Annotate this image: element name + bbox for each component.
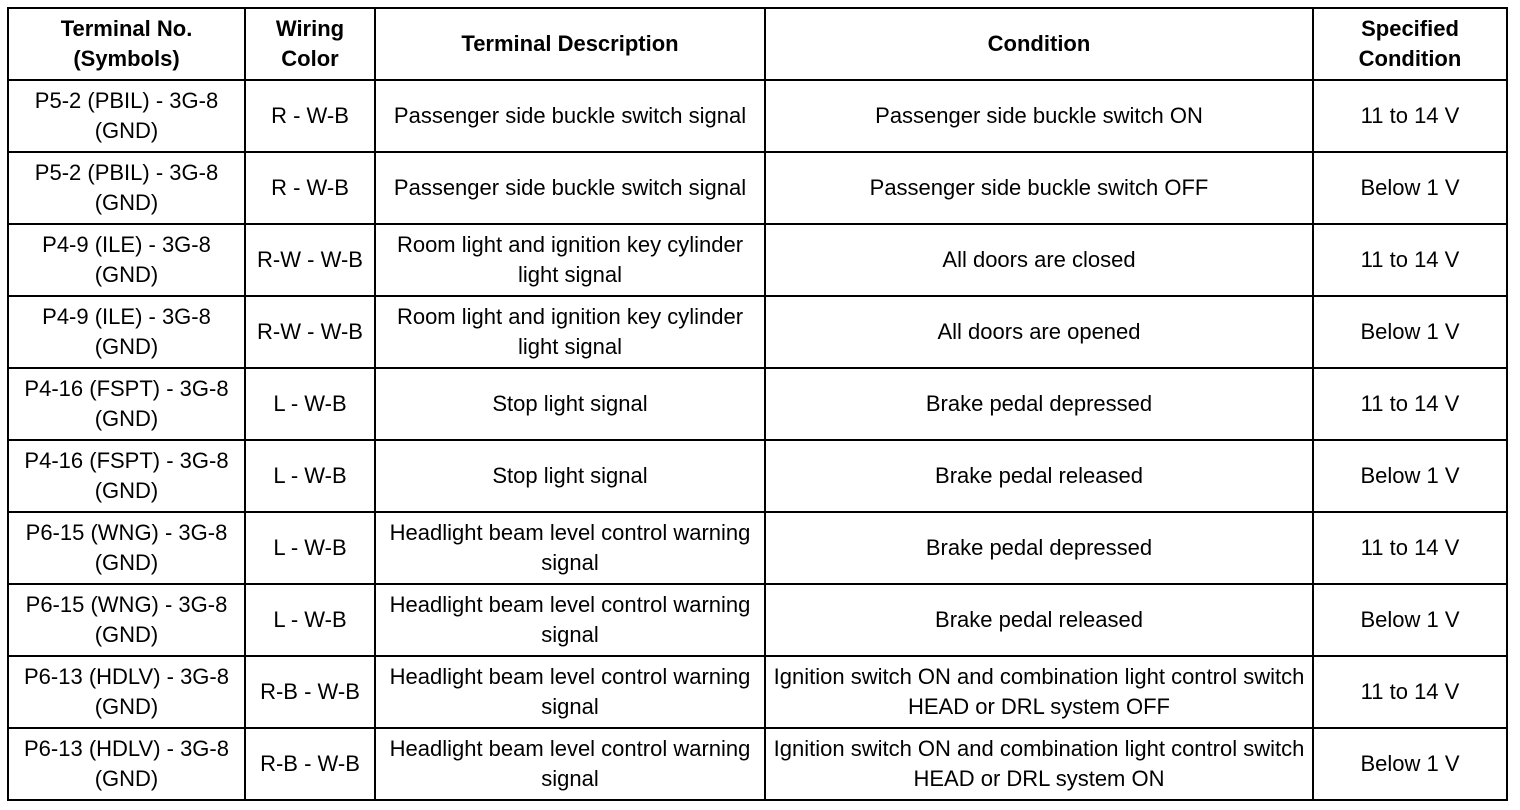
cell-condition: Passenger side buckle switch OFF — [765, 152, 1313, 224]
table-row — [8, 224, 1507, 296]
cell-terminal-description: Passenger side buckle switch signal — [375, 80, 765, 152]
cell-terminal: P4-9 (ILE) - 3G-8 (GND) — [8, 296, 245, 368]
header-specified-condition: Specified Condition — [1313, 8, 1507, 80]
cell-wiring-color: L - W-B — [245, 440, 375, 512]
cell-terminal-description: Stop light signal — [375, 368, 765, 440]
cell-wiring-color: R - W-B — [245, 152, 375, 224]
table-row — [8, 728, 1507, 800]
header-condition: Condition — [765, 8, 1313, 80]
cell-terminal: P5-2 (PBIL) - 3G-8 (GND) — [8, 80, 245, 152]
table-row — [8, 296, 1507, 368]
header-wiring-color: Wiring Color — [245, 8, 375, 80]
table-row — [8, 368, 1507, 440]
cell-specified-condition: Below 1 V — [1313, 728, 1507, 800]
cell-condition: Ignition switch ON and combination light control switch HEAD or DRL system ON — [765, 728, 1313, 800]
cell-specified-condition: Below 1 V — [1313, 584, 1507, 656]
cell-terminal-description: Stop light signal — [375, 440, 765, 512]
cell-terminal: P5-2 (PBIL) - 3G-8 (GND) — [8, 152, 245, 224]
cell-terminal: P6-13 (HDLV) - 3G-8 (GND) — [8, 728, 245, 800]
cell-terminal-description: Room light and ignition key cylinder light signal — [375, 224, 765, 296]
cell-terminal-description: Passenger side buckle switch signal — [375, 152, 765, 224]
cell-specified-condition: 11 to 14 V — [1313, 224, 1507, 296]
cell-terminal: P6-15 (WNG) - 3G-8 (GND) — [8, 584, 245, 656]
cell-condition: All doors are opened — [765, 296, 1313, 368]
table-row — [8, 80, 1507, 152]
cell-condition: Brake pedal depressed — [765, 512, 1313, 584]
header-row — [8, 8, 1507, 80]
table-row — [8, 656, 1507, 728]
cell-terminal: P4-9 (ILE) - 3G-8 (GND) — [8, 224, 245, 296]
cell-specified-condition: 11 to 14 V — [1313, 368, 1507, 440]
cell-wiring-color: L - W-B — [245, 368, 375, 440]
cell-wiring-color: L - W-B — [245, 584, 375, 656]
cell-terminal-description: Headlight beam level control warning signal — [375, 584, 765, 656]
cell-condition: Ignition switch ON and combination light control switch HEAD or DRL system OFF — [765, 656, 1313, 728]
table-row — [8, 440, 1507, 512]
cell-wiring-color: R-B - W-B — [245, 728, 375, 800]
cell-specified-condition: 11 to 14 V — [1313, 512, 1507, 584]
header-terminal-description: Terminal Description — [375, 8, 765, 80]
cell-specified-condition: Below 1 V — [1313, 440, 1507, 512]
cell-condition: Brake pedal depressed — [765, 368, 1313, 440]
cell-wiring-color: R - W-B — [245, 80, 375, 152]
cell-wiring-color: R-B - W-B — [245, 656, 375, 728]
cell-terminal: P4-16 (FSPT) - 3G-8 (GND) — [8, 368, 245, 440]
cell-terminal: P6-15 (WNG) - 3G-8 (GND) — [8, 512, 245, 584]
cell-wiring-color: R-W - W-B — [245, 296, 375, 368]
cell-terminal: P4-16 (FSPT) - 3G-8 (GND) — [8, 440, 245, 512]
cell-terminal-description: Headlight beam level control warning signal — [375, 656, 765, 728]
cell-specified-condition: Below 1 V — [1313, 296, 1507, 368]
cell-terminal-description: Headlight beam level control warning signal — [375, 512, 765, 584]
cell-terminal-description: Room light and ignition key cylinder light signal — [375, 296, 765, 368]
cell-specified-condition: Below 1 V — [1313, 152, 1507, 224]
table-body — [8, 80, 1507, 800]
cell-specified-condition: 11 to 14 V — [1313, 656, 1507, 728]
cell-specified-condition: 11 to 14 V — [1313, 80, 1507, 152]
table-row — [8, 512, 1507, 584]
cell-condition: Brake pedal released — [765, 440, 1313, 512]
cell-wiring-color: R-W - W-B — [245, 224, 375, 296]
terminal-spec-table — [7, 7, 1508, 801]
cell-condition: Passenger side buckle switch ON — [765, 80, 1313, 152]
cell-condition: Brake pedal released — [765, 584, 1313, 656]
header-terminal: Terminal No. (Symbols) — [8, 8, 245, 80]
cell-condition: All doors are closed — [765, 224, 1313, 296]
cell-wiring-color: L - W-B — [245, 512, 375, 584]
table-row — [8, 584, 1507, 656]
table-row — [8, 152, 1507, 224]
cell-terminal-description: Headlight beam level control warning signal — [375, 728, 765, 800]
cell-terminal: P6-13 (HDLV) - 3G-8 (GND) — [8, 656, 245, 728]
